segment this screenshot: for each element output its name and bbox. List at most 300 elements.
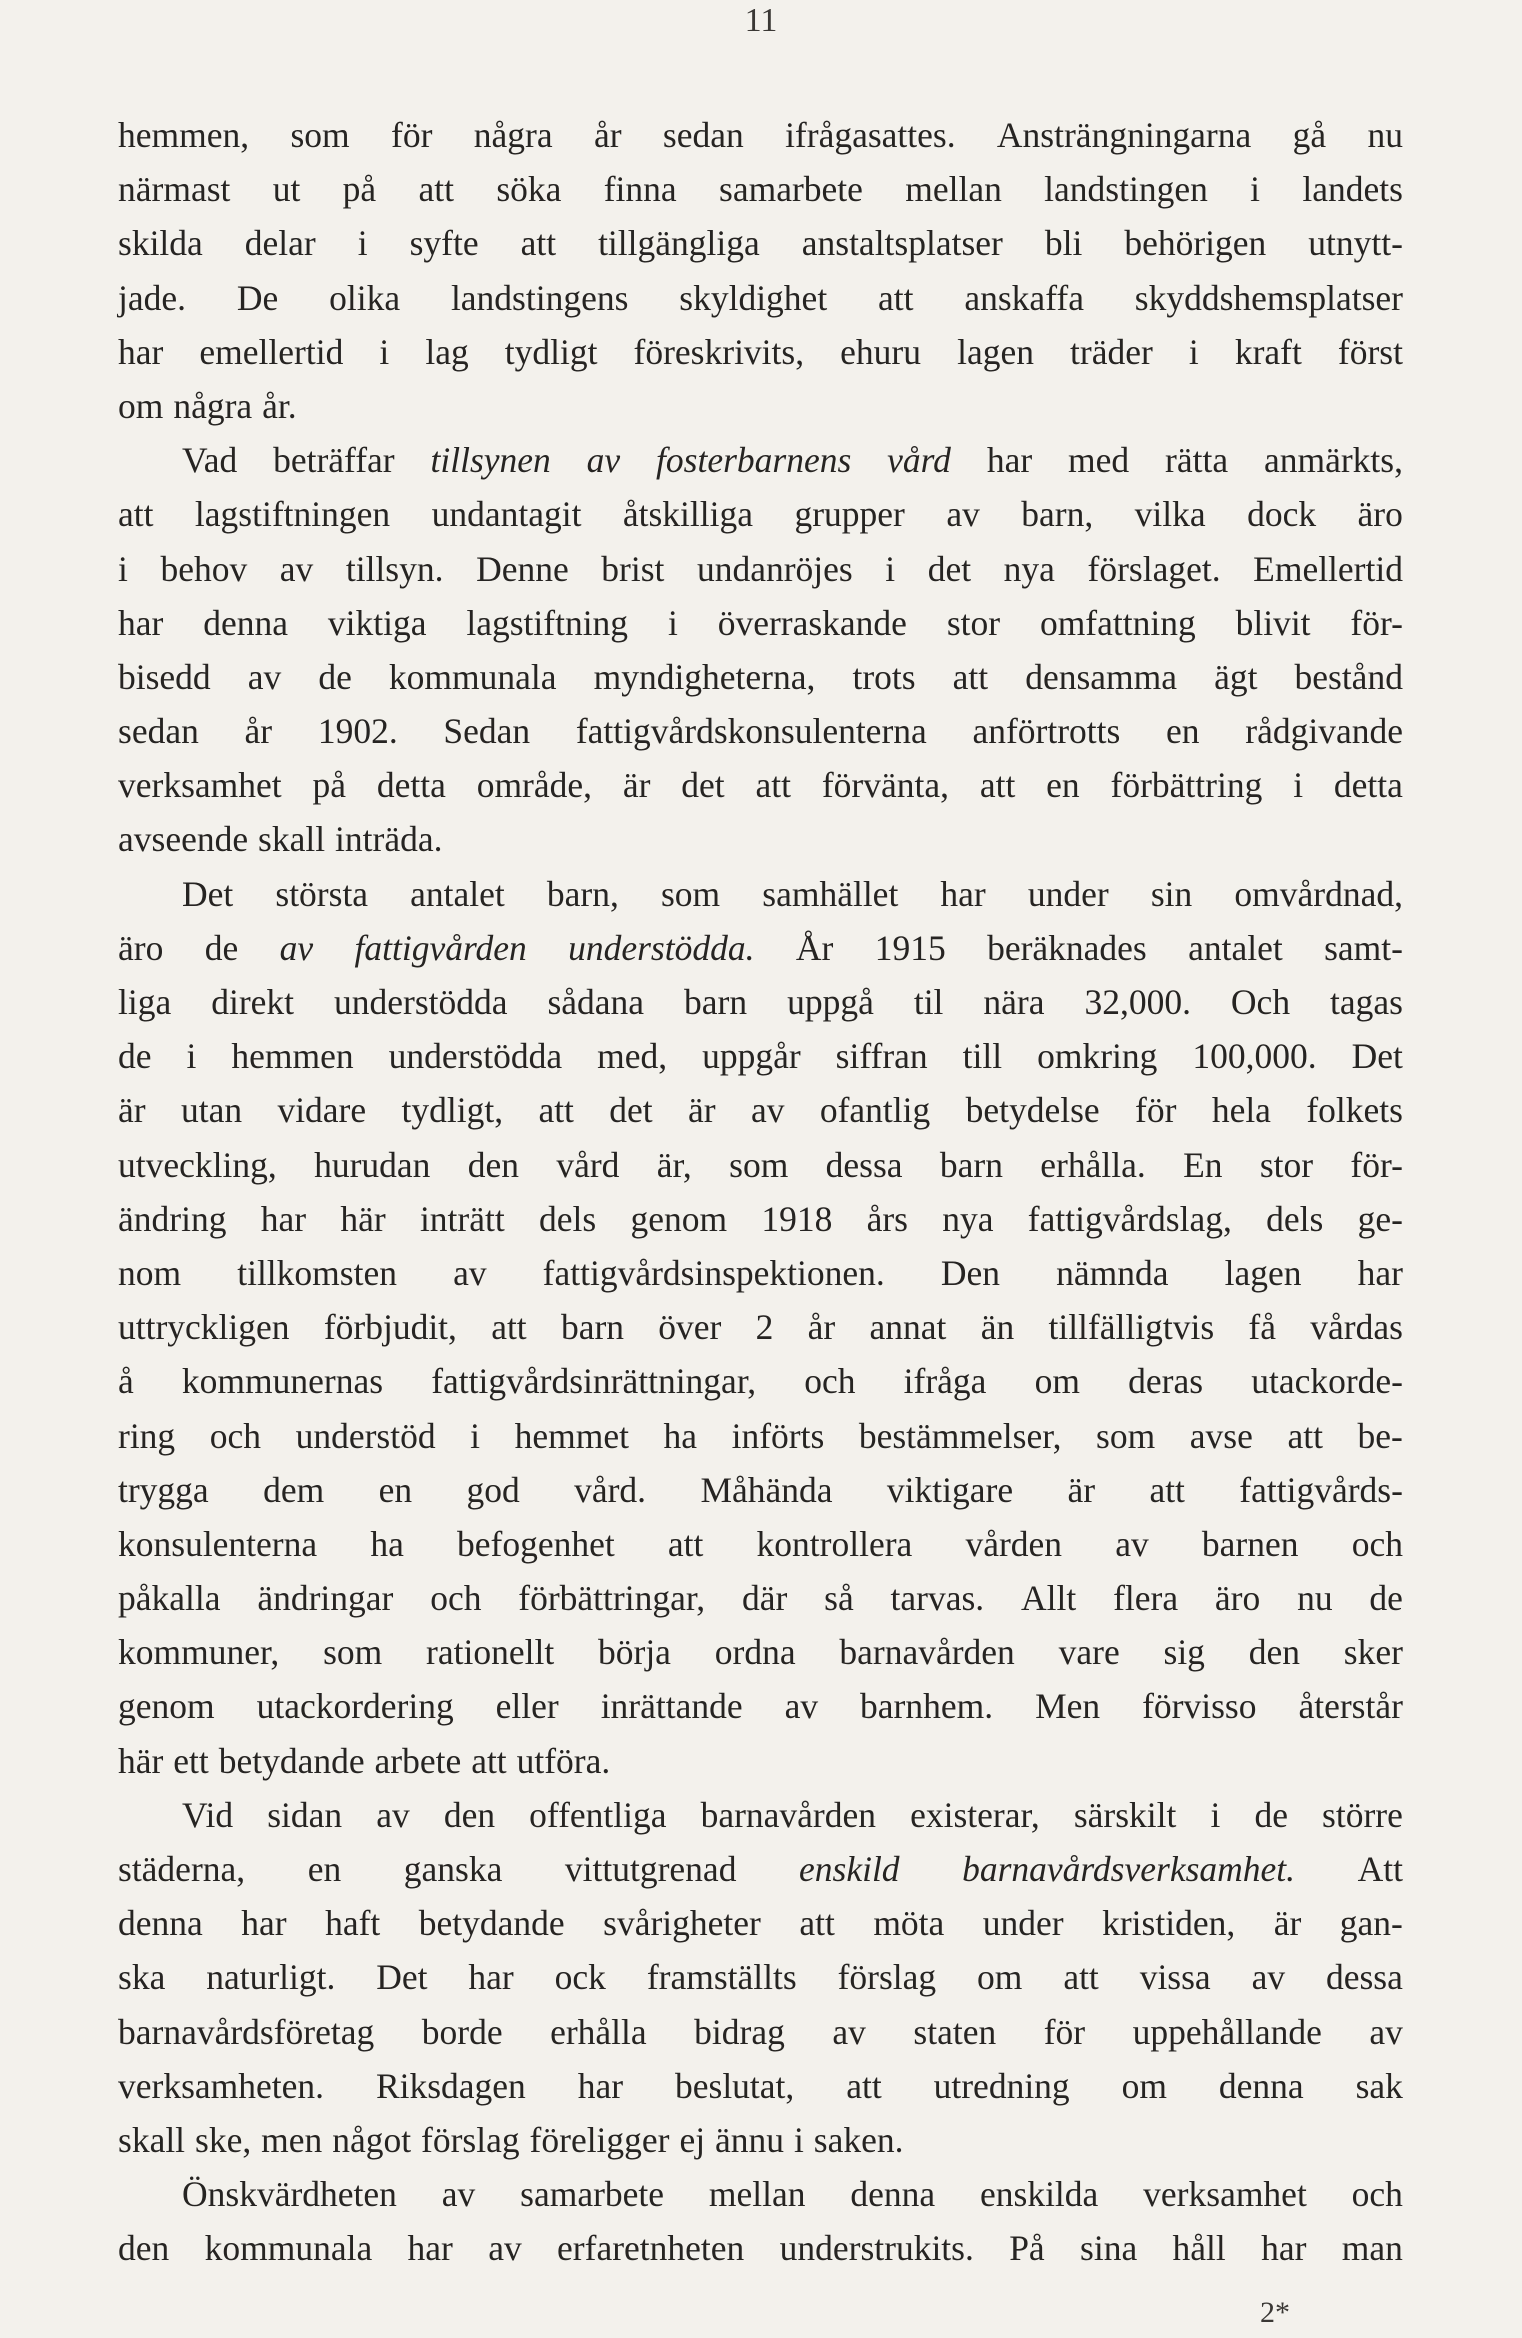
word: äro: [1357, 494, 1403, 535]
word: Att: [1357, 1849, 1403, 1889]
text-line: [118, 2005, 1403, 2059]
word: dock: [1247, 494, 1317, 535]
word: att: [491, 1307, 527, 1348]
word: som: [323, 1632, 383, 1673]
word: uppgår: [702, 1036, 801, 1077]
word: betydande: [418, 1903, 565, 1944]
word: vilka: [1134, 494, 1206, 535]
text-line: [118, 487, 1403, 541]
word: sina: [1080, 2228, 1138, 2269]
word: förslag: [421, 2119, 520, 2160]
word: svårigheter: [603, 1903, 761, 1944]
word: vården: [965, 1523, 1063, 1564]
word: Det: [1351, 1036, 1403, 1077]
word: men: [261, 2119, 323, 2160]
word: att: [799, 1903, 835, 1944]
word: som: [1096, 1415, 1156, 1456]
word: kraft: [1234, 331, 1302, 372]
word: delar: [244, 223, 316, 264]
word: detta: [376, 765, 446, 806]
word: kommunala: [388, 656, 557, 697]
word: å: [118, 1361, 134, 1402]
text-line: [118, 162, 1403, 216]
text-line: [118, 758, 1403, 812]
word: verksamhet: [1143, 2174, 1307, 2215]
word: dessa: [1325, 1957, 1403, 1998]
word: för-: [1350, 1144, 1403, 1185]
italic-word: barnavårdsverksamhet.: [962, 1849, 1296, 1889]
word: syfte: [409, 223, 479, 264]
word: nu: [1297, 1578, 1333, 1619]
word: en: [1166, 711, 1200, 752]
word: års: [866, 1198, 908, 1239]
word: kommuner,: [118, 1632, 280, 1673]
word: olika: [329, 277, 401, 318]
word: sedan: [118, 711, 199, 752]
text-line: [118, 325, 1403, 379]
word: gan-: [1339, 1903, 1403, 1944]
word: i: [793, 2119, 804, 2160]
text-line: [118, 1192, 1403, 1246]
word: 1918: [761, 1198, 833, 1239]
word: och: [209, 1415, 262, 1456]
word: På: [1009, 2228, 1045, 2269]
word: att: [846, 2065, 882, 2106]
word: ha: [370, 1523, 404, 1564]
word: nämnda: [1056, 1252, 1169, 1293]
word: än: [980, 1307, 1015, 1348]
word: deras: [1128, 1361, 1204, 1402]
word: be-: [1357, 1415, 1403, 1456]
word: de: [1254, 1794, 1288, 1835]
word: gå: [1292, 115, 1327, 155]
word: Riksdagen: [375, 2065, 526, 2106]
word: några: [173, 385, 253, 426]
word: har: [118, 602, 164, 643]
word: som: [729, 1144, 789, 1185]
word: sådana: [547, 982, 645, 1022]
word: Önskvärdheten: [182, 2174, 397, 2215]
word: av: [453, 1252, 487, 1293]
paragraph: [118, 2167, 1403, 2275]
word: sig: [1163, 1632, 1205, 1673]
italic-word: enskild: [799, 1849, 900, 1889]
text-line: [118, 271, 1403, 325]
word: först: [1337, 331, 1403, 372]
text-line: [118, 216, 1403, 270]
word: förbättring: [1110, 765, 1263, 806]
word: tagas: [1330, 982, 1403, 1022]
text-line: [118, 1571, 1403, 1625]
word: haft: [325, 1903, 381, 1944]
word: Sedan: [443, 711, 531, 752]
text-line: [118, 2167, 1403, 2221]
word: lagstiftningen: [194, 494, 391, 535]
word: liga: [118, 982, 172, 1022]
word: Allt: [1021, 1578, 1077, 1619]
word: av: [946, 494, 980, 535]
word: understöd: [295, 1415, 436, 1456]
word: Ansträngningarna: [996, 115, 1252, 155]
word: omvårdnad,: [1234, 873, 1403, 914]
italic-word: fattigvården: [354, 927, 527, 968]
word: sak: [1355, 2065, 1403, 2106]
word: Vid: [182, 1794, 234, 1835]
text-line: [118, 108, 1403, 162]
word: Det: [182, 873, 234, 914]
text-line: [118, 921, 1403, 975]
word: barnen: [1201, 1523, 1299, 1564]
word: under: [1027, 873, 1109, 914]
page-number: 11: [744, 2, 778, 39]
word: förbjudit,: [323, 1307, 457, 1348]
word: arbete: [374, 1740, 462, 1781]
word: att: [878, 277, 914, 318]
word: en: [378, 1469, 413, 1510]
text-line: [118, 1463, 1403, 1517]
word: betydelse: [965, 1090, 1100, 1131]
word: beslutat,: [675, 2065, 795, 2106]
word: äro: [1214, 1578, 1261, 1619]
word: och: [1351, 1523, 1403, 1564]
text-line: [118, 1083, 1403, 1137]
word: i: [667, 602, 678, 643]
word: tydligt: [504, 331, 598, 372]
text-line: [118, 2113, 1403, 2167]
word: hemmet: [514, 1415, 629, 1456]
word: stor: [946, 602, 1001, 643]
word: undanröjes: [696, 548, 853, 589]
word: landstingens: [450, 277, 629, 318]
word: att: [1149, 1469, 1185, 1510]
word: erhålla.: [1040, 1144, 1146, 1185]
word: har: [407, 2228, 453, 2269]
word: Emellertid: [1253, 548, 1403, 589]
word: för: [1135, 1090, 1177, 1131]
word: är: [622, 765, 651, 806]
word: ha: [663, 1415, 698, 1456]
word: år.: [262, 385, 297, 426]
word: mellan: [708, 2174, 806, 2215]
word: för-: [1350, 602, 1403, 643]
word: lagen: [1224, 1252, 1302, 1293]
word: här: [340, 1198, 386, 1239]
word: skilda: [118, 223, 203, 264]
word: genom: [118, 1686, 215, 1727]
word: verksamheten.: [118, 2065, 325, 2106]
word: framställts: [646, 1957, 797, 1998]
word: tillkomsten: [237, 1252, 397, 1293]
word: antalet: [1188, 927, 1283, 968]
word: bidrag: [694, 2011, 785, 2052]
word: betydande: [218, 1740, 365, 1781]
word: offentliga: [529, 1794, 667, 1835]
word: staten: [913, 2011, 997, 2052]
word: att: [1287, 1415, 1323, 1456]
word: av: [784, 1686, 819, 1727]
word: naturligt.: [206, 1957, 336, 1998]
word: behörigen: [1124, 223, 1267, 264]
word: och: [1351, 2174, 1403, 2215]
word: av: [376, 1794, 410, 1835]
word: är: [688, 1090, 716, 1131]
word: är: [1067, 1469, 1096, 1510]
word: denna: [118, 1903, 203, 1944]
word: anskaffa: [964, 277, 1084, 318]
text-line: [118, 2221, 1403, 2275]
word: rationellt: [426, 1632, 555, 1673]
word: år: [807, 1307, 836, 1348]
word: lag: [425, 331, 469, 372]
word: utackordering: [256, 1686, 454, 1727]
word: den: [443, 1794, 496, 1835]
word: 32,000.: [1084, 982, 1191, 1022]
word: barn: [560, 1307, 625, 1348]
word: om: [977, 1957, 1023, 1998]
word: inrättande: [600, 1686, 743, 1727]
word: samhället: [762, 873, 899, 914]
text-line: [118, 704, 1403, 758]
word: 100,000.: [1192, 1036, 1317, 1077]
text-line: [118, 1842, 1403, 1896]
text-line: [118, 1950, 1403, 2004]
word: något: [332, 2119, 412, 2160]
word: det: [681, 765, 725, 806]
word: bli: [1044, 223, 1083, 264]
word: att: [538, 1090, 574, 1131]
word: åtskilliga: [622, 494, 754, 535]
italic-word: understödda.: [568, 927, 755, 968]
italic-word: tillsynen: [430, 440, 551, 481]
word: fattigvårdskonsulenterna: [575, 711, 927, 752]
word: utveckling,: [118, 1144, 277, 1185]
word: vare: [1058, 1632, 1120, 1673]
word: utföra.: [516, 1740, 611, 1781]
word: större: [1322, 1794, 1403, 1835]
word: i: [1188, 331, 1199, 372]
word: och: [430, 1578, 482, 1619]
word: uppehållande: [1132, 2011, 1322, 2052]
word: barnhem.: [860, 1686, 994, 1727]
word: föreligger: [529, 2119, 670, 2160]
word: bestånd: [1294, 656, 1403, 697]
word: De: [236, 277, 279, 318]
word: fattigvårdsinrättningar,: [431, 1361, 757, 1402]
word: ifråga: [903, 1361, 987, 1402]
word: här: [118, 1740, 164, 1781]
word: konsulenterna: [118, 1523, 318, 1564]
word: städerna,: [118, 1849, 246, 1889]
word: myndigheterna,: [593, 656, 816, 697]
word: understödda: [388, 1036, 563, 1077]
word: ägt: [1214, 656, 1258, 697]
word: ganska: [403, 1849, 503, 1889]
word: tillsyn.: [345, 548, 444, 589]
italic-word: av: [279, 927, 314, 968]
word: grupper: [794, 494, 905, 535]
paragraph: [118, 108, 1403, 433]
word: Denne: [476, 548, 569, 589]
word: densamma: [1025, 656, 1177, 697]
word: av: [247, 656, 282, 697]
text-line: [118, 1409, 1403, 1463]
word: nya: [942, 1198, 994, 1239]
word: i: [118, 548, 128, 589]
word: nu: [1367, 115, 1403, 155]
word: är,: [656, 1144, 692, 1185]
word: håll: [1172, 2228, 1226, 2269]
word: ock: [554, 1957, 606, 1998]
word: lagstiftning: [466, 602, 629, 643]
word: verksamhet: [118, 765, 282, 806]
word: om: [118, 385, 164, 426]
text-line: [118, 1788, 1403, 1842]
word: genom: [630, 1198, 728, 1239]
word: att: [520, 223, 557, 264]
word: skall: [118, 2119, 186, 2160]
word: erfaretnheten: [557, 2228, 745, 2269]
italic-word: vård: [887, 440, 951, 481]
word: beräknades: [987, 927, 1147, 968]
word: antalet: [410, 873, 505, 914]
word: erhålla: [550, 2011, 647, 2052]
word: av: [488, 2228, 522, 2269]
word: den: [118, 2228, 170, 2269]
word: område,: [476, 765, 593, 806]
text-line: [118, 2059, 1403, 2113]
word: i: [1293, 765, 1304, 806]
word: blivit: [1235, 602, 1311, 643]
word: under: [982, 1903, 1064, 1944]
word: brist: [601, 548, 665, 589]
word: ge-: [1357, 1198, 1403, 1239]
word: att: [952, 656, 989, 697]
word: i: [357, 223, 368, 264]
word: tydligt,: [401, 1090, 504, 1131]
word: fattigvårds-: [1239, 1469, 1403, 1510]
word: Det: [376, 1957, 428, 1998]
word: har: [260, 1198, 307, 1239]
word: siffran: [835, 1036, 928, 1077]
word: befogenhet: [457, 1523, 615, 1564]
word: av: [441, 2174, 476, 2215]
word: av: [1251, 1957, 1286, 1998]
word: omkring: [1037, 1036, 1158, 1077]
word: emellertid: [199, 331, 344, 372]
word: ofantlig: [819, 1090, 931, 1131]
text-line: [118, 1625, 1403, 1679]
word: i: [1250, 169, 1261, 210]
word: nya: [1003, 548, 1055, 589]
word: ändring: [118, 1198, 227, 1239]
word: år: [593, 115, 622, 155]
word: över: [658, 1307, 722, 1348]
word: tarvas.: [890, 1578, 985, 1619]
word: i: [186, 1036, 197, 1077]
word: att: [418, 169, 454, 210]
word: har: [986, 440, 1033, 481]
word: stor: [1259, 1144, 1314, 1185]
word: på: [312, 765, 346, 806]
text-line: [118, 542, 1403, 596]
word: ändringar: [257, 1578, 394, 1619]
word: utan: [180, 1090, 243, 1131]
paragraph: [118, 867, 1403, 1788]
text-line: [118, 1734, 1403, 1788]
word: avse: [1189, 1415, 1253, 1456]
word: de: [318, 656, 352, 697]
text-line: [118, 867, 1403, 921]
word: vittutgrenad: [564, 1849, 737, 1889]
word: sidan: [267, 1794, 343, 1835]
word: viktigare: [886, 1469, 1014, 1510]
word: sin: [1150, 873, 1193, 914]
word: största: [275, 873, 369, 914]
word: ej: [679, 2119, 706, 2160]
word: nära: [983, 982, 1045, 1022]
word: att: [118, 494, 154, 535]
word: som: [660, 873, 721, 914]
word: år: [244, 711, 273, 752]
body-text: [118, 108, 1403, 2276]
word: ett: [173, 1740, 209, 1781]
word: det: [927, 548, 972, 589]
word: barn,: [1021, 494, 1094, 535]
word: på: [342, 169, 377, 210]
word: har: [577, 2065, 624, 2106]
word: rätta: [1165, 440, 1229, 481]
word: med: [1068, 440, 1130, 481]
word: de: [204, 927, 239, 968]
text-line: [118, 433, 1403, 487]
word: att: [979, 765, 1016, 806]
word: barn,: [546, 873, 619, 914]
word: flera: [1113, 1578, 1179, 1619]
word: sker: [1343, 1632, 1403, 1673]
text-line: [118, 812, 1403, 866]
word: barn: [684, 982, 748, 1022]
text-line: [118, 1896, 1403, 1950]
paragraph: [118, 433, 1403, 867]
word: Måhända: [700, 1469, 833, 1510]
word: uppgå: [787, 982, 874, 1022]
word: återstår: [1298, 1686, 1403, 1727]
word: inträda.: [335, 819, 443, 860]
word: ring: [118, 1415, 176, 1456]
word: närmast: [118, 169, 231, 210]
text-line: [118, 1138, 1403, 1192]
word: är: [1273, 1903, 1302, 1944]
word: dels: [1266, 1198, 1324, 1239]
word: förvisso: [1142, 1686, 1257, 1727]
word: kommunala: [204, 2228, 373, 2269]
word: utredning: [933, 2065, 1070, 2106]
text-line: [118, 596, 1403, 650]
word: god: [466, 1469, 520, 1510]
word: undantagit: [431, 494, 582, 535]
word: så: [824, 1578, 854, 1619]
italic-word: fosterbarnens: [656, 440, 852, 481]
word: utackorde-: [1251, 1361, 1403, 1402]
word: de: [1369, 1578, 1403, 1619]
word: hemmen,: [118, 115, 250, 155]
word: denna: [203, 602, 288, 643]
word: trygga: [118, 1469, 209, 1510]
text-line: [118, 650, 1403, 704]
word: kontrollera: [756, 1523, 913, 1564]
word: sedan: [662, 115, 744, 155]
word: ordna: [714, 1632, 796, 1673]
